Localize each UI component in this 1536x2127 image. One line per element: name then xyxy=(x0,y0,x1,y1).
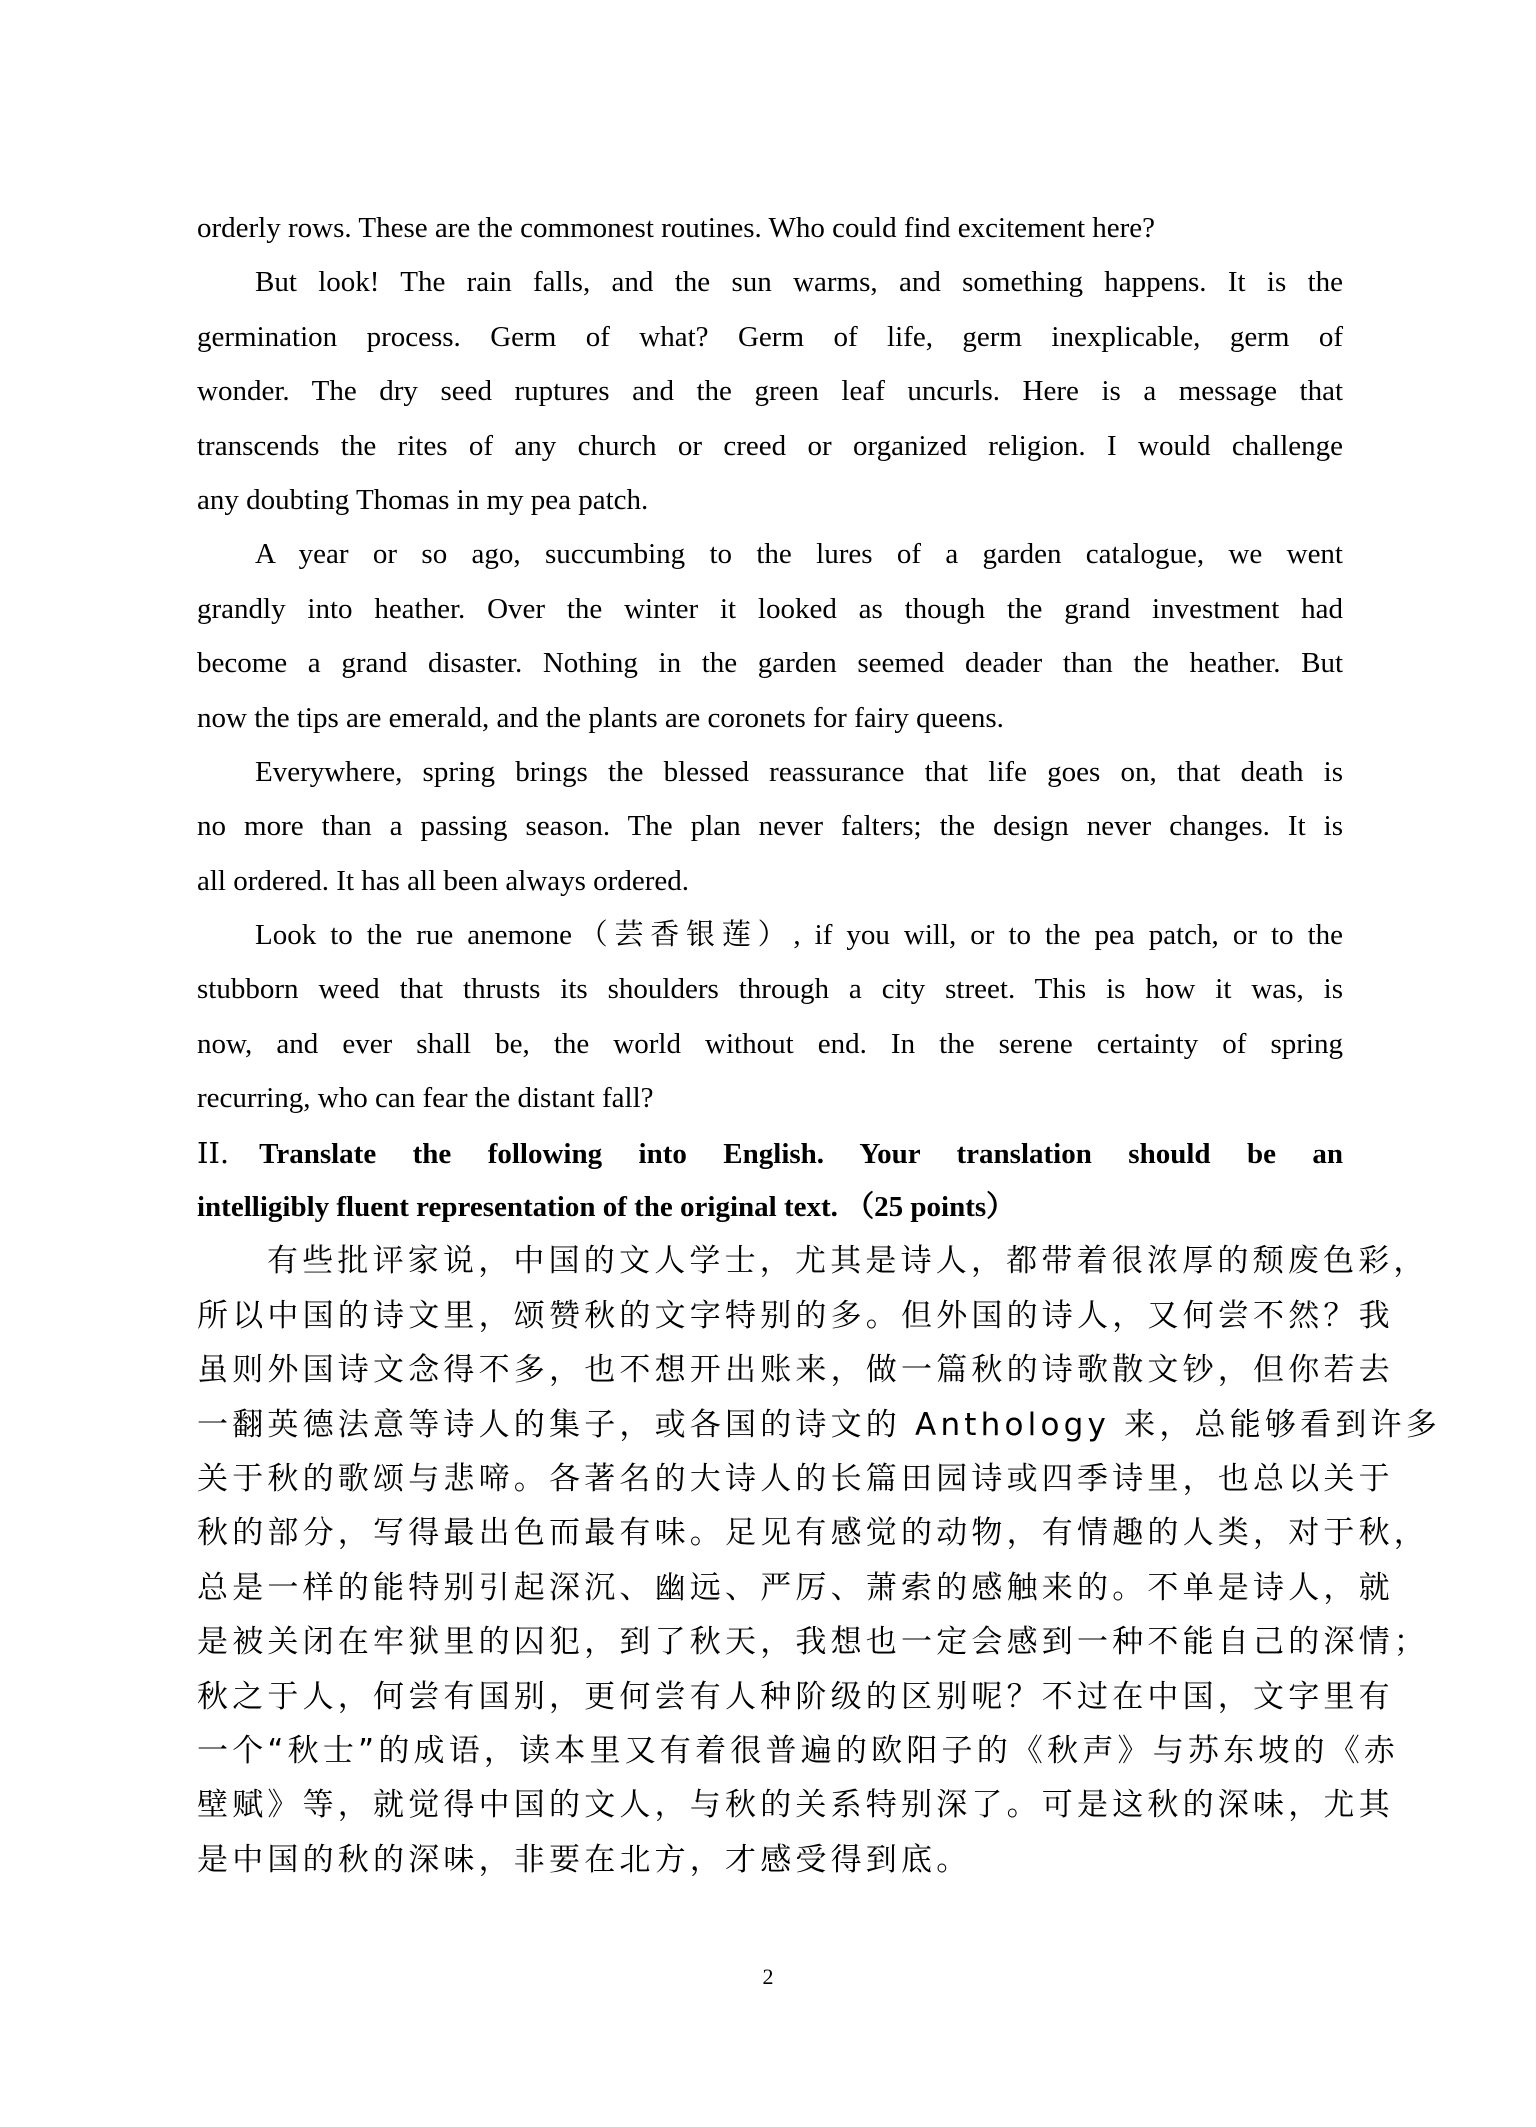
passage-line: Everywhere, spring brings the blessed reassurance that life goes on, that death is xyxy=(255,755,1343,788)
passage-line: germination process. Germ of what? Germ of life, germ inexplicable, germ of xyxy=(197,320,1343,353)
passage-line: any doubting Thomas in my pea patch. xyxy=(197,483,649,516)
chinese-line: 是中国的秋的深味，非要在北方，才感受得到底。 xyxy=(197,1841,972,1878)
passage-line: But look! The rain falls, and the sun warms, and something happens. It is the xyxy=(255,266,1343,299)
page-number: 2 xyxy=(762,1964,774,1989)
passage-line: A year or so ago, succumbing to the lures of a garden catalogue, we went xyxy=(255,538,1343,571)
section-heading-text-1: Translate the following into English. Your translation should be an xyxy=(259,1137,1343,1170)
chinese-line: 关于秋的歌颂与悲啼。各著名的大诗人的长篇田园诗或四季诗里，也总以关于 xyxy=(197,1460,1394,1497)
passage-line: now, and ever shall be, the world without end. In the serene certainty of spring xyxy=(197,1027,1343,1060)
passage-line: no more than a passing season. The plan never falters; the design never changes. It is xyxy=(197,810,1343,843)
passage-line: become a grand disaster. Nothing in the garden seemed deader than the heather. But xyxy=(197,647,1343,680)
passage-line: transcends the rites of any church or creed or organized religion. I would challenge xyxy=(197,429,1343,462)
text-block xyxy=(197,201,1441,1887)
passage-line: all ordered. It has all been always ordered. xyxy=(197,864,689,897)
chinese-line: 秋之于人，何尝有国别，更何尝有人种阶级的区别呢？不过在中国，文字里有 xyxy=(197,1678,1394,1715)
section-heading-line-1 xyxy=(197,1126,1343,1180)
passage-line: wonder. The dry seed ruptures and the green leaf uncurls. Here is a message that xyxy=(197,375,1343,408)
section-number: II. xyxy=(197,1135,230,1170)
chinese-line: 一个“秋士”的成语，读本里又有着很普遍的欧阳子的《秋声》与苏东坡的《赤 xyxy=(197,1732,1400,1769)
passage-line: now the tips are emerald, and the plants are coronets for fairy queens. xyxy=(197,701,1004,734)
chinese-line: 总是一样的能特别引起深沉、幽远、严厉、萧索的感触来的。不单是诗人，就 xyxy=(197,1569,1394,1606)
passage-line: grandly into heather. Over the winter it looked as though the grand investment had xyxy=(197,592,1343,625)
chinese-line: 壁赋》等，就觉得中国的文人，与秋的关系特别深了。可是这秋的深味，尤其 xyxy=(197,1787,1394,1824)
passage-line: recurring, who can fear the distant fall? xyxy=(197,1082,654,1115)
passage-line: orderly rows. These are the commonest routines. Who could find excitement here? xyxy=(197,212,1156,244)
passage-line: Look to the rue anemone（芸香银莲）, if you will, or to the pea patch, or to the xyxy=(255,919,1343,952)
passage-line: stubborn weed that thrusts its shoulders through a city street. This is how it was, is xyxy=(197,973,1343,1006)
chinese-line: 所以中国的诗文里，颂赞秋的文字特别的多。但外国的诗人，又何尝不然？我 xyxy=(197,1297,1394,1334)
chinese-line: 有些批评家说，中国的文人学士，尤其是诗人，都带着很浓厚的颓废色彩， xyxy=(267,1243,1429,1280)
chinese-line: 虽则外国诗文念得不多，也不想开出账来，做一篇秋的诗歌散文钞，但你若去 xyxy=(197,1352,1394,1389)
chinese-line: 一翻英德法意等诗人的集子，或各国的诗文的 Anthology 来，总能够看到许多 xyxy=(197,1406,1441,1443)
section-heading-line-2: intelligibly fluent representation of the original text. （25 points） xyxy=(197,1191,1016,1224)
chinese-line: 是被关闭在牢狱里的囚犯，到了秋天，我想也一定会感到一种不能自己的深情； xyxy=(197,1624,1429,1661)
chinese-line: 秋的部分，写得最出色而最有味。足见有感觉的动物，有情趣的人类，对于秋， xyxy=(197,1515,1429,1552)
